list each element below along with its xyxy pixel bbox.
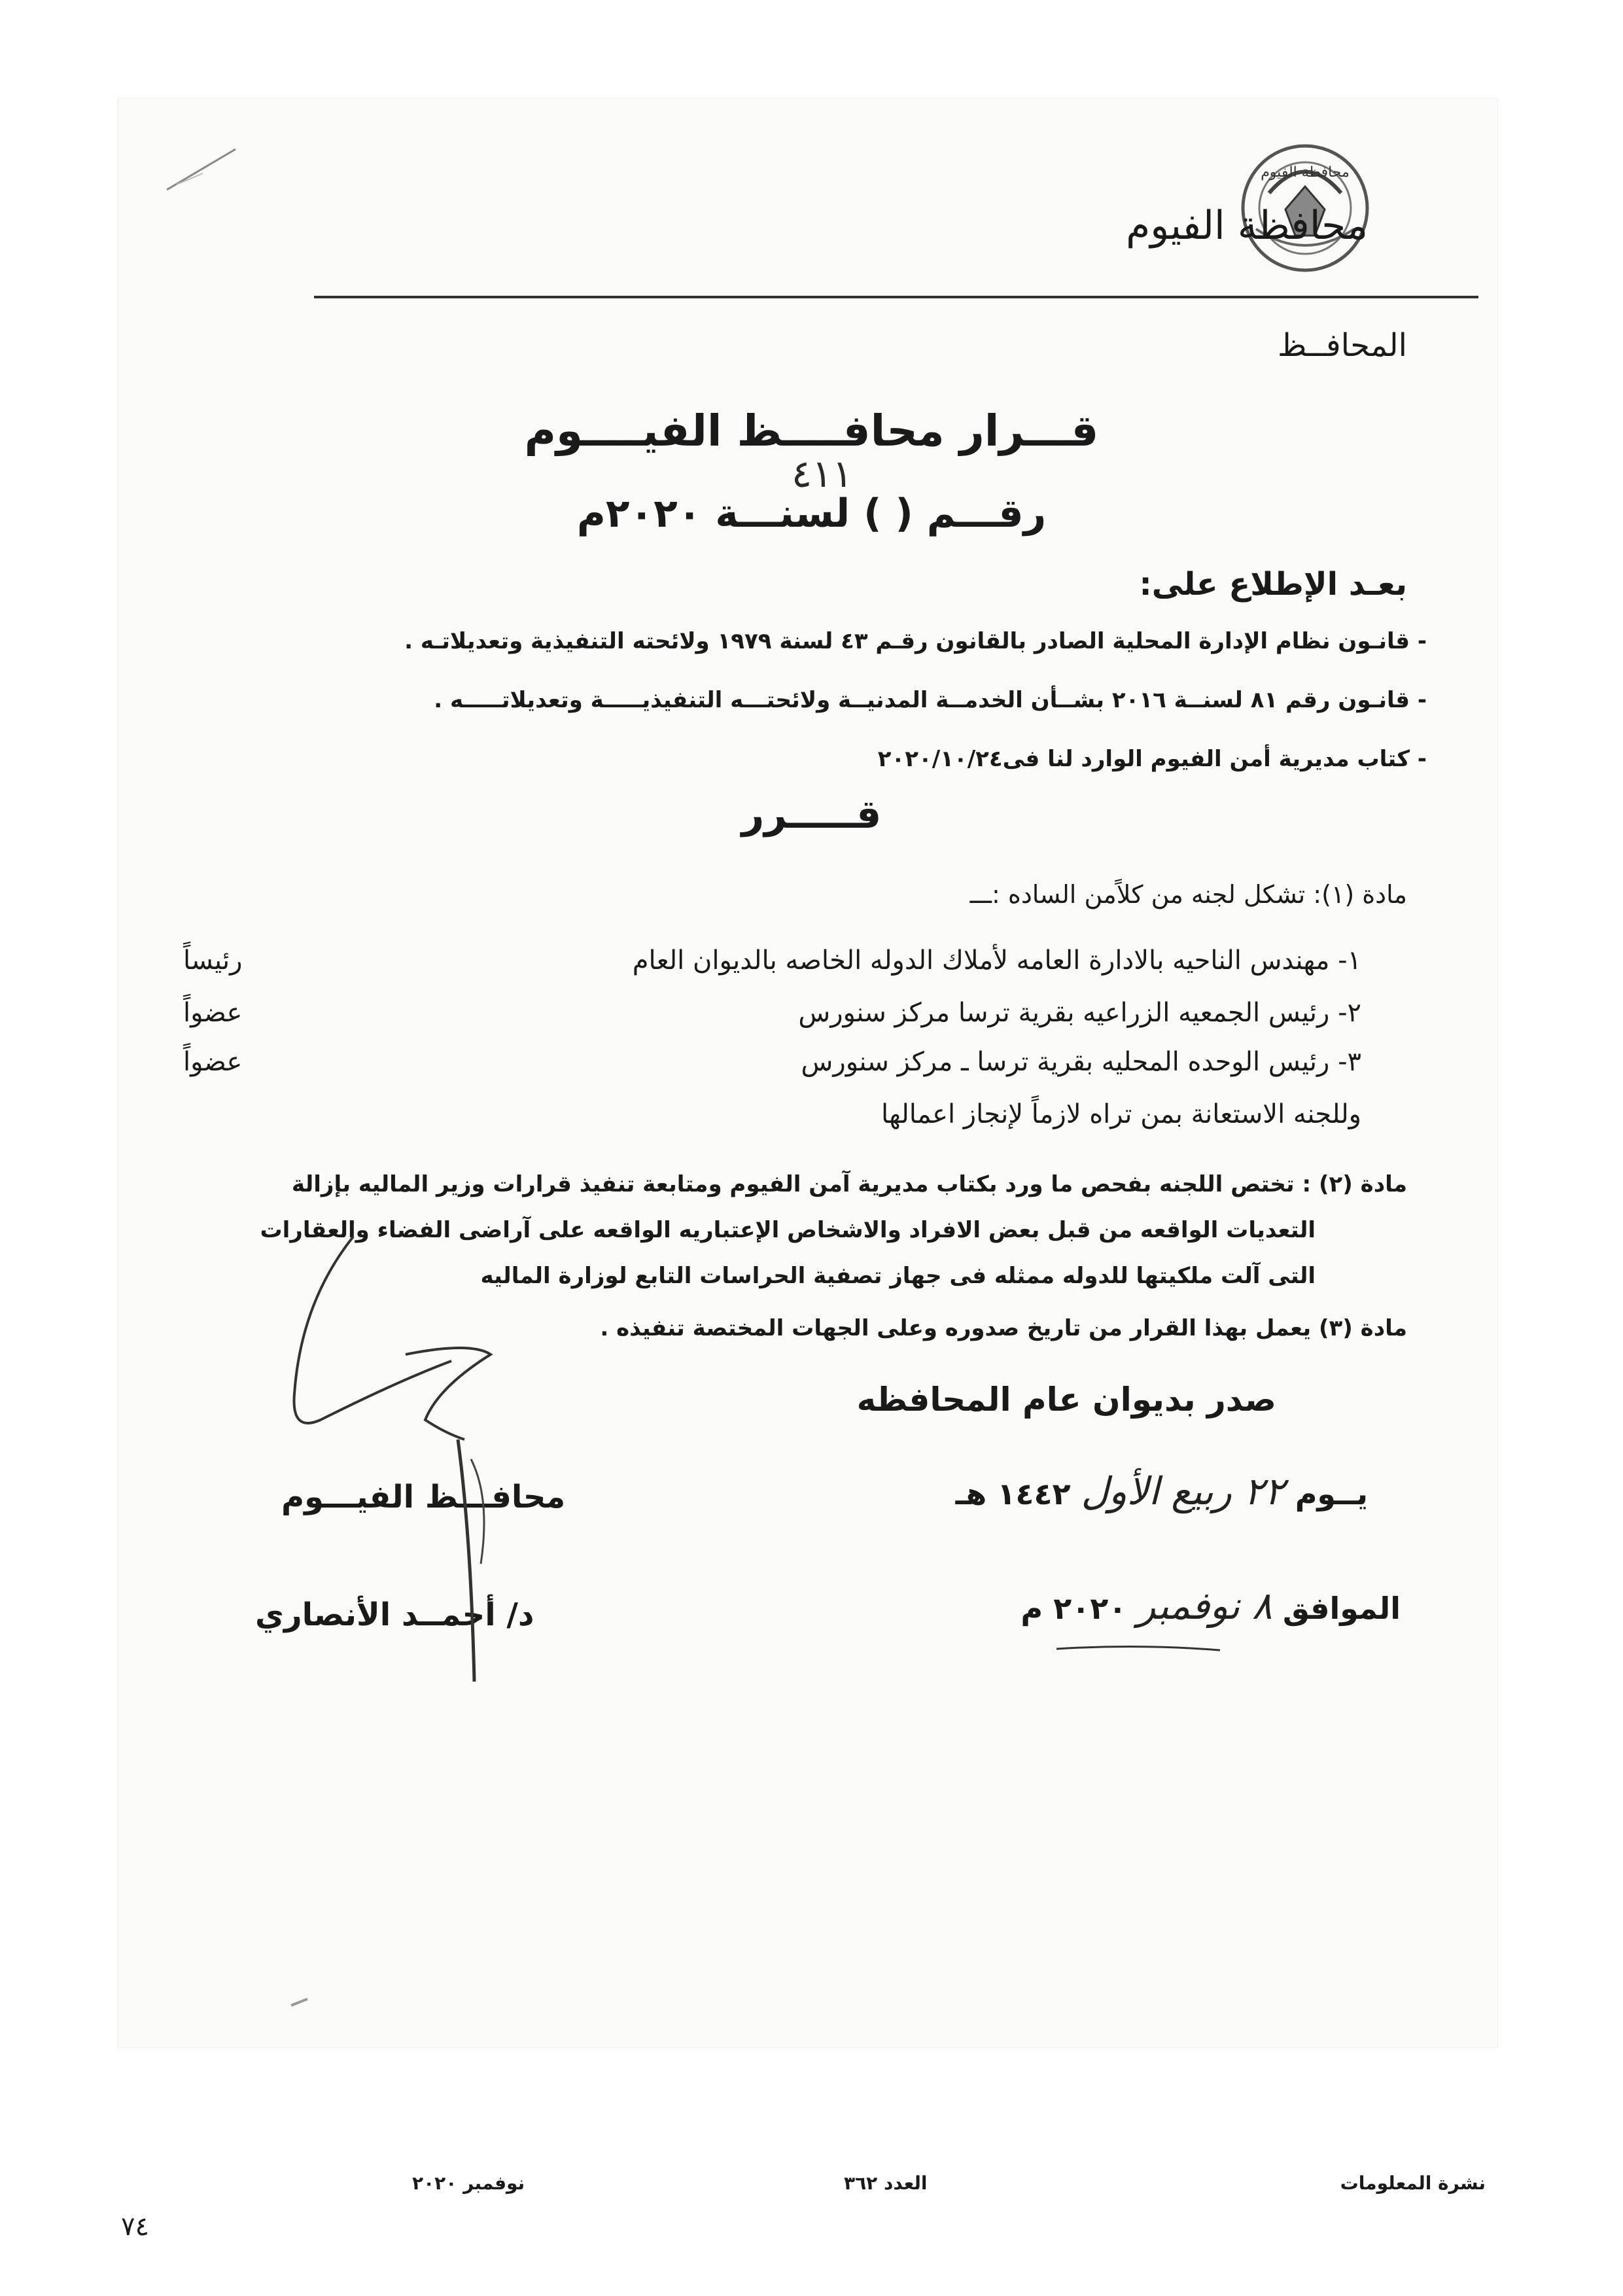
footer-bulletin: نشرة المعلومات — [1340, 2172, 1486, 2194]
handwritten-signature — [275, 1224, 550, 1721]
seal-text: محافظة الفيوم — [1261, 164, 1350, 181]
handwriting-underline — [1053, 1642, 1223, 1655]
committee-member: ٢- رئيس الجمعيه الزراعيه بقرية ترسا مركز سنورس — [798, 998, 1361, 1028]
gregorian-prefix: الموافق — [1282, 1591, 1401, 1626]
hijri-handwritten: ٢٢ ربيع الأول — [1081, 1469, 1285, 1513]
scan-mark-top-left — [164, 144, 242, 196]
committee-member: ٣- رئيس الوحده المحليه بقرية ترسا ـ مركز سنورس — [801, 1047, 1361, 1077]
committee-member-role: عضواً — [183, 998, 243, 1028]
governorate-name: محافظة الفيوم — [1126, 203, 1368, 249]
signatory-name: د/ أحمــد الأنصاري — [255, 1597, 534, 1633]
committee-note: وللجنه الاستعانة بمن تراه لازماً لإنجاز اعمالها — [881, 1099, 1361, 1129]
preamble-heading: بعـد الإطلاع على: — [1139, 566, 1407, 603]
scan-mark-bottom — [288, 1996, 314, 2009]
committee-member: ١- مهندس الناحيه بالادارة العامه لأملاك الدوله الخاصه بالديوان العام — [632, 945, 1361, 976]
decree-number-handwritten: ٤١١ — [792, 451, 853, 496]
preamble-item: - قانـون نظام الإدارة المحلية الصادر بالقانون رقـم ٤٣ لسنة ١٩٧٩ ولائحته التنفيذية وتعديلاتـه . — [404, 628, 1427, 654]
issued-at: صدر بديوان عام المحافظه — [856, 1381, 1276, 1419]
decides-heading: قـــــرر — [741, 792, 882, 838]
article-2-line: مادة (٢) : تختص اللجنه بفحص ما ورد بكتاب مديرية آمن الفيوم ومتابعة تنفيذ قرارات وزير الماليه بإزالة — [291, 1171, 1407, 1197]
footer-issue: العدد ٣٦٢ — [844, 2172, 928, 2194]
committee-member-role: عضواً — [183, 1047, 243, 1077]
footer-date: نوفمبر ٢٠٢٠ — [412, 2172, 525, 2194]
page-number: ٧٤ — [121, 2212, 149, 2242]
article-3-text: مادة (٣) يعمل بهذا القرار من تاريخ صدوره وعلى الجهات المختصة تنفيذه . — [600, 1315, 1407, 1341]
decree-title: قـــرار محافــــظ الفيــــوم — [524, 406, 1099, 456]
preamble-item: - قانـون رقم ٨١ لسنــة ٢٠١٦ بشــأن الخدمــة المدنيــة ولائحتـــه التنفيذيـــــة وتعديلاتـــــه . — [434, 687, 1427, 713]
preamble-item: - كتاب مديرية أمن الفيوم الوارد لنا فى٢٠٢٠/١٠/٢٤ — [877, 746, 1427, 772]
committee-member-role: رئيساً — [183, 945, 243, 976]
gregorian-handwritten: ٨ نوفمبر — [1137, 1583, 1272, 1628]
hijri-date-line — [956, 1469, 1368, 1513]
gregorian-year: ٢٠٢٠ م — [1021, 1591, 1127, 1626]
header-divider — [314, 296, 1478, 298]
signatory-title: محافـــظ الفيـــوم — [281, 1479, 566, 1515]
issuer-role: المحافــظ — [1278, 327, 1407, 364]
decree-number-line: رقـــم ( ) لسنـــة ٢٠٢٠م — [576, 491, 1047, 537]
hijri-year: ١٤٤٢ هـ — [955, 1476, 1071, 1511]
article-1-intro: مادة (١): تشكل لجنه من كلاًمن الساده :ـــ — [969, 880, 1407, 909]
hijri-prefix: يــوم — [1295, 1476, 1368, 1511]
article-2-line: التى آلت ملكيتها للدوله ممثله فى جهاز تصفية الحراسات التابع لوزارة الماليه — [480, 1263, 1316, 1289]
gregorian-date-line — [1021, 1583, 1401, 1628]
article-2-line: التعديات الواقعه من قبل بعض الافراد والاشخاص الإعتباريه الواقعه على آراضى الفضاء والعقارات — [260, 1217, 1316, 1243]
